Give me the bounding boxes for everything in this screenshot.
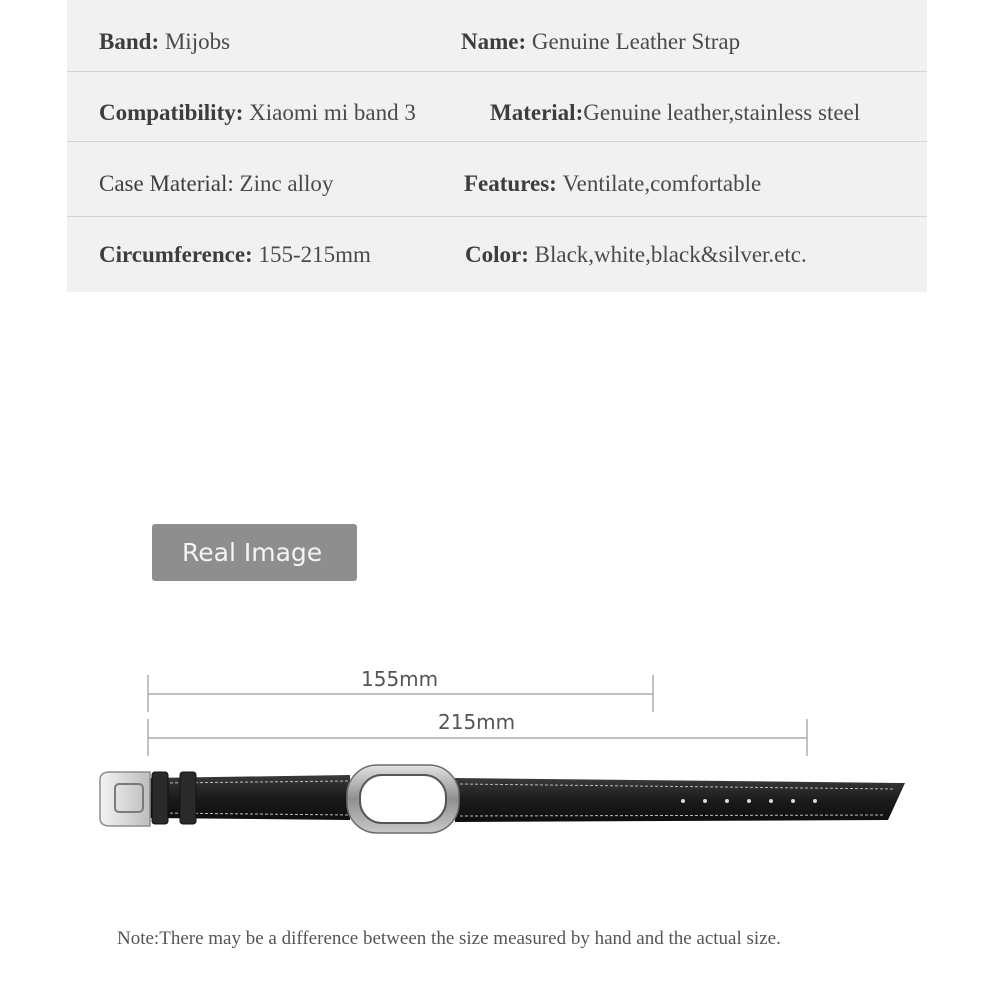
size-note: Note:There may be a difference between the size measured by hand and the actual size. xyxy=(117,928,781,949)
real-image-text: Real Image xyxy=(182,538,323,567)
strap-keeper xyxy=(180,772,196,824)
spec-separator: : xyxy=(549,171,557,196)
strap-keeper xyxy=(152,772,168,824)
spec-value: Genuine Leather Strap xyxy=(531,29,741,54)
spec-separator: : xyxy=(518,29,527,54)
spec-key: Name xyxy=(461,29,519,54)
spec-separator: : xyxy=(521,242,529,267)
spec-separator: : xyxy=(575,100,584,125)
spec-value: Mijobs xyxy=(164,29,231,54)
spec-key: Band xyxy=(99,29,152,54)
spec-key: Compatibility xyxy=(99,100,236,125)
spec-value: Xiaomi mi band 3 xyxy=(249,100,416,125)
measure-215-label: 215mm xyxy=(438,710,516,734)
spec-key: Features xyxy=(464,171,550,196)
spec-value: Black,white,black&silver.etc. xyxy=(534,242,807,267)
spec-key: Color xyxy=(465,242,522,267)
spec-separator: : xyxy=(235,100,244,125)
spec-key: Case Material xyxy=(99,171,228,196)
spec-value: 155-215mm xyxy=(258,242,371,267)
spec-separator: : xyxy=(151,29,160,54)
spec-value: Ventilate,comfortable xyxy=(562,171,762,196)
spec-key: Material xyxy=(490,100,576,125)
spec-value: Zinc alloy xyxy=(239,171,334,196)
measure-155-label: 155mm xyxy=(361,667,439,691)
spec-separator: : xyxy=(227,171,234,196)
spec-value: Genuine leather,stainless steel xyxy=(583,100,861,125)
spec-key: Circumference xyxy=(99,242,246,267)
spec-separator: : xyxy=(245,242,253,267)
